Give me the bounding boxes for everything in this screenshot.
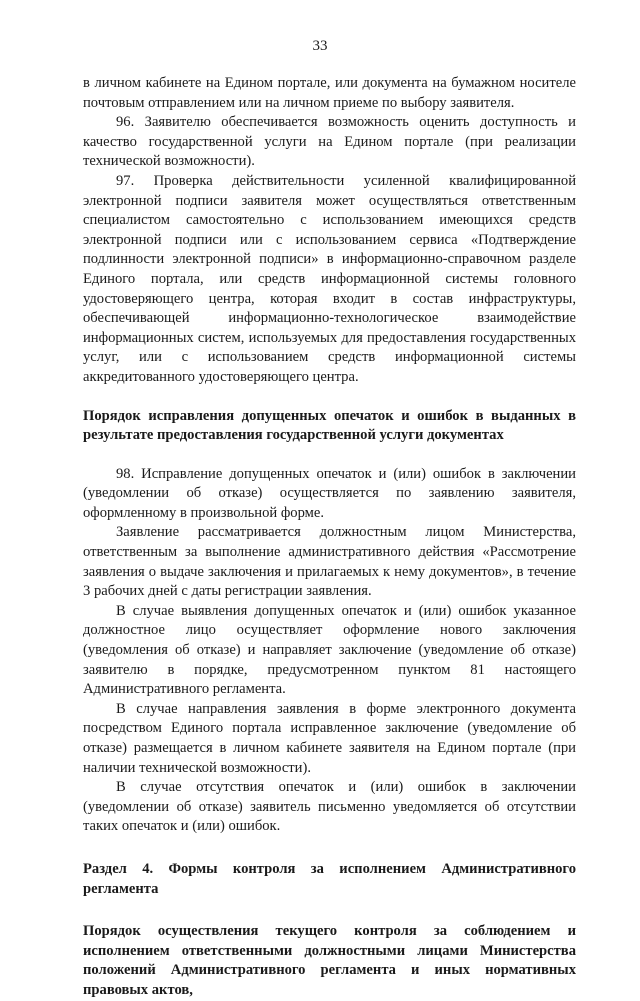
paragraph-electronic-application: В случае направления заявления в форме электронного документа посредством Единого портала исправленное заключение (уведомление об отказе) размещается в личном кабинете заявителя на Едином портале (при наличии технической возможности). (83, 700, 576, 776)
heading-control: Порядок осуществления текущего контроля за соблюдением и исполнением ответственными должностными лицами Министерства положений Административного регламента и иных нормативных правовых актов, (83, 923, 576, 998)
paragraph-98: 98. Исправление допущенных опечаток и (или) ошибок в заключении (уведомлении об отказе) осуществляется по заявлению заявителя, оформленному в произвольной форме. (83, 465, 576, 521)
heading-corrections: Порядок исправления допущенных опечаток и ошибок в выданных в результате предоставления государственной услуги документах (83, 407, 576, 444)
section-title: Раздел 4. Формы контроля за исполнением Административного регламента (83, 860, 576, 897)
paragraph-no-errors: В случае отсутствия опечаток и (или) ошибок в заключении (уведомлении об отказе) заявитель письменно уведомляется об отсутствии таких опечаток и (или) ошибок. (83, 779, 576, 835)
paragraph-application-review: Заявление рассматривается должностным лицом Министерства, ответственным за выполнение административного действия «Рассмотрение заявления о выдаче заключения и прилагаемых к нему документов», в течение 3 рабочих дней с даты регистрации заявления. (83, 524, 576, 600)
paragraph-96: 96. Заявителю обеспечивается возможность оценить доступность и качество государственной услуги на Едином портале (при реализации технической возможности). (83, 114, 576, 170)
paragraph-continuation: в личном кабинете на Едином портале, или документа на бумажном носителе почтовым отправлением или на личном приеме по выбору заявителя. (83, 75, 576, 111)
document-body (83, 74, 576, 1001)
paragraph-97: 97. Проверка действительности усиленной квалифицированной электронной подписи заявителя может осуществляться ответственным специалистом самостоятельно с использованием имеющихся средств электронной подписи или с использованием сервиса «Подтверждение подлинности электронной подписи» в информационно-справочном разделе Единого портала, или средств информационной системы головного удостоверяющего центра, которая входит в состав инфраструктуры, обеспечивающей информационно-технологическое взаимодействие информационных систем, используемых для предоставления государственных услуг, или с использованием средств информационной системы аккредитованного удостоверяющего центра. (83, 172, 576, 385)
paragraph-errors-found: В случае выявления допущенных опечаток и (или) ошибок указанное должностное лицо осуществляет оформление нового заключения (уведомления об отказе) и направляет заключение (уведомление об отказе) заявителю в порядке, предусмотренном пунктом 81 настоящего Административного регламента. (83, 602, 576, 698)
page-number: 33 (312, 38, 328, 54)
